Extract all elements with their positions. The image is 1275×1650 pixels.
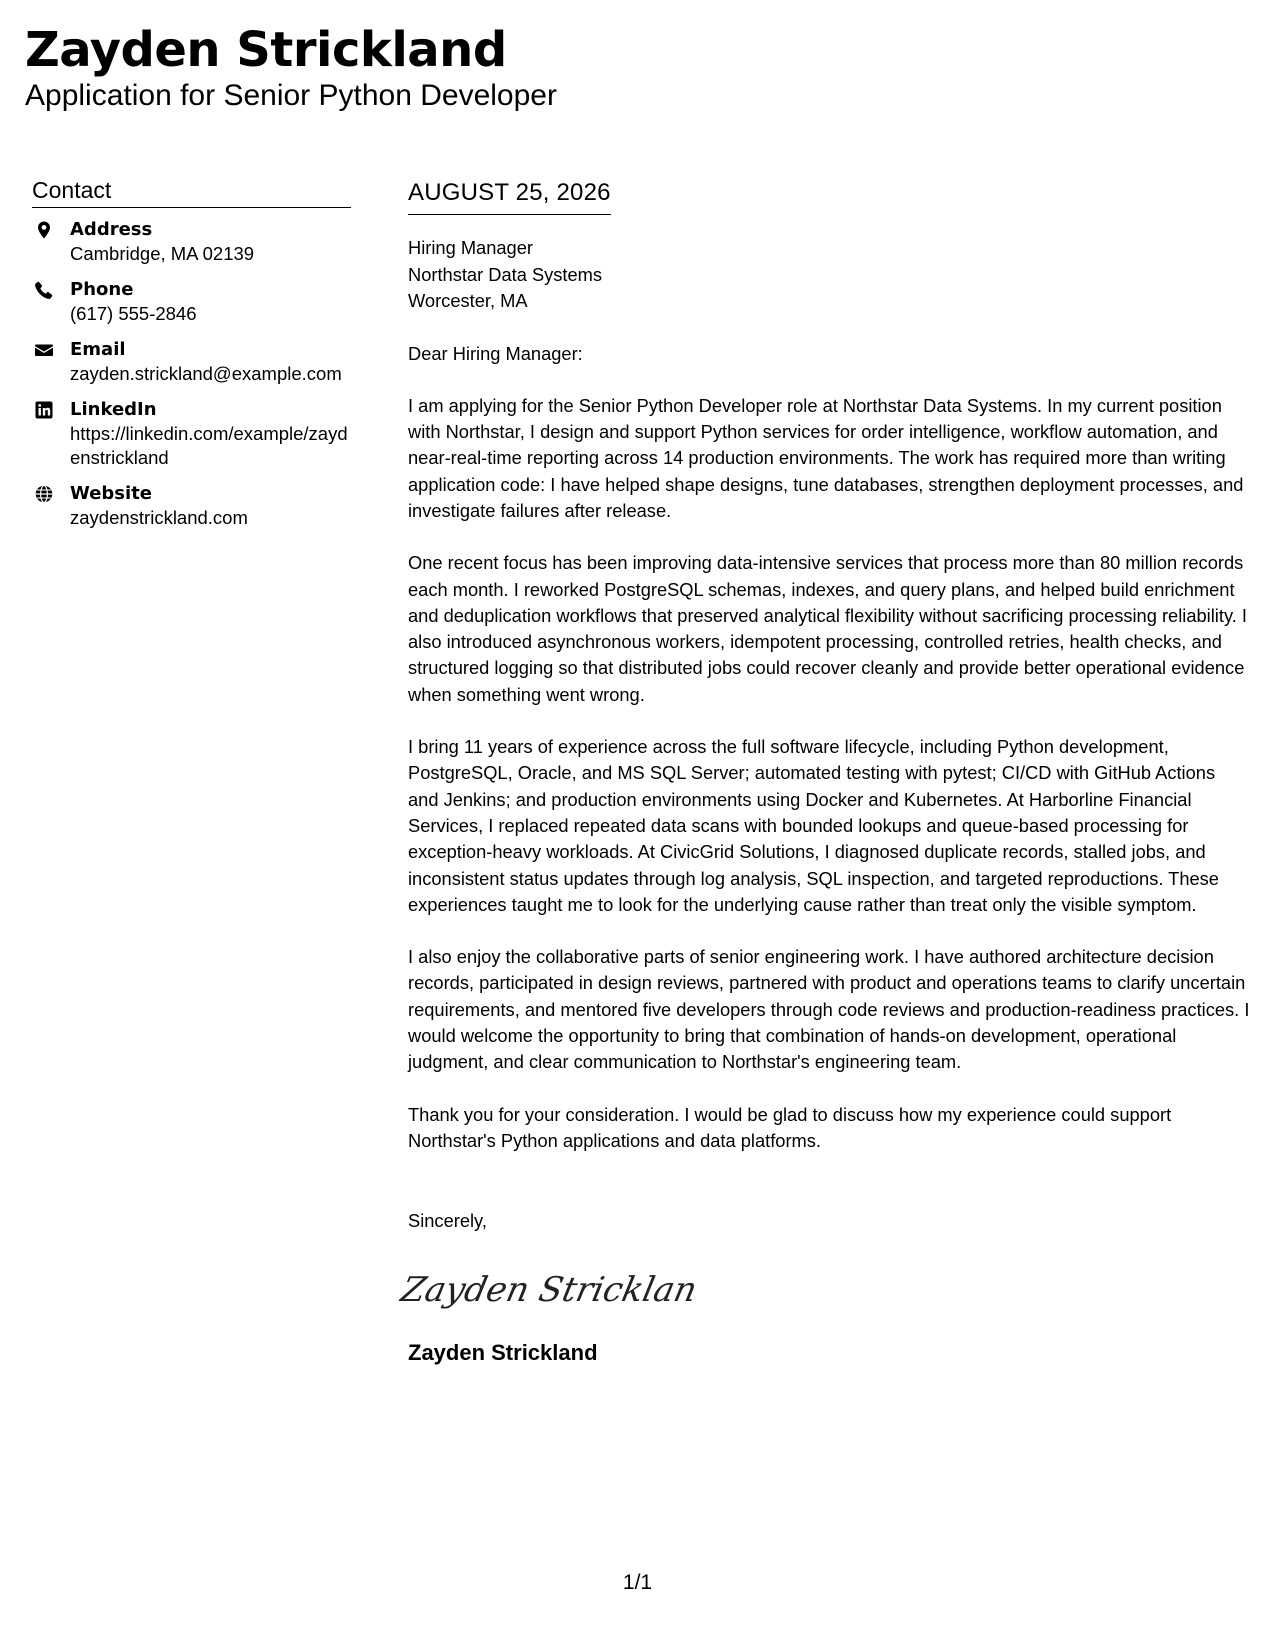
contact-sidebar bbox=[32, 176, 351, 542]
handwritten-signature bbox=[397, 1261, 1250, 1321]
letter-date: AUGUST 25, 2026 bbox=[408, 178, 611, 215]
salutation: Dear Hiring Manager: bbox=[408, 342, 583, 364]
body-paragraph: I am applying for the Senior Python Developer role at Northstar Data Systems. In my current position with Northstar, I design and support Python services for order intelligence, workflow automation, and near-real-time reporting across 14 production environments. The work has required more than writing application code: I have helped shape designs, tune databases, strengthen deployment processes, and investigate failures after release. bbox=[408, 394, 1244, 521]
body-paragraph: I also enjoy the collaborative parts of senior engineering work. I have authored architecture decision records, participated in design reviews, partnered with product and operations teams to clarify uncertain requirements, and mentored five developers through code reviews and production-readiness practices. I would welcome the opportunity to bring that combination of hands-on development, operational judgment, and clear communication to Northstar's engineering team. bbox=[408, 946, 1250, 1073]
signature-text: Zayden Stricklan bbox=[397, 1269, 701, 1310]
website-link[interactable]: zaydenstrickland.com bbox=[70, 507, 248, 528]
body-paragraph: One recent focus has been improving data-intensive services that process more than 80 million records each month. I reworked PostgreSQL schemas, indexes, and query plans, and helped build enrichment and deduplication workflows that preserved analytical flexibility without sacrificing processing reliability. I also introduced asynchronous workers, idempotent processing, controlled retries, health checks, and structured logging so that distributed jobs could recover cleanly and provide better operational evidence when something went wrong. bbox=[408, 552, 1247, 705]
application-subtitle: Application for Senior Python Developer bbox=[25, 79, 557, 112]
contact-label: Email bbox=[70, 339, 126, 360]
contact-item-address bbox=[32, 218, 351, 266]
contact-label: Phone bbox=[70, 279, 134, 300]
email-link[interactable]: zayden.strickland@example.com bbox=[70, 363, 342, 384]
contact-heading: Contact bbox=[32, 176, 351, 208]
body-paragraph: I bring 11 years of experience across the full software lifecycle, including Python development, PostgreSQL, Oracle, and MS SQL Server; automated testing with pytest; CI/CD with GitHub Actions and Jenkins; and production environments using Docker and Kubernetes. At Harborline Financial Services, I replaced repeated data scans with bounded lookups and queue-based processing for exception-heavy workloads. At CivicGrid Solutions, I diagnosed duplicate records, stalled jobs, and inconsistent status updates through log analysis, SQL inspection, and targeted reproductions. These experiences taught me to look for the underlying cause rather than treat only the visible symptom. bbox=[408, 736, 1219, 915]
linkedin-link[interactable]: https://linkedin.com/example/zaydenstrickland bbox=[70, 423, 348, 468]
linkedin-icon bbox=[34, 400, 54, 420]
recipient-block bbox=[408, 235, 1250, 315]
recipient-line: Northstar Data Systems bbox=[408, 263, 603, 285]
contact-value: Cambridge, MA 02139 bbox=[70, 243, 255, 264]
contact-label: LinkedIn bbox=[70, 399, 157, 420]
contact-item-email bbox=[32, 338, 351, 386]
letter-body bbox=[397, 178, 1250, 1367]
contact-item-linkedin bbox=[32, 398, 351, 470]
page-number: 1/1 bbox=[622, 1571, 653, 1594]
contact-label: Address bbox=[70, 219, 153, 240]
contact-item-phone bbox=[32, 278, 351, 326]
signed-name: Zayden Strickland bbox=[408, 1339, 598, 1365]
contact-label: Website bbox=[70, 483, 153, 504]
closing: Sincerely, bbox=[408, 1210, 487, 1232]
applicant-name: Zayden Strickland bbox=[25, 22, 507, 78]
phone-icon bbox=[34, 280, 54, 300]
globe-icon bbox=[34, 484, 54, 504]
recipient-line: Worcester, MA bbox=[408, 290, 528, 311]
recipient-line: Hiring Manager bbox=[408, 237, 533, 258]
envelope-icon bbox=[34, 340, 54, 360]
contact-item-website bbox=[32, 482, 351, 530]
contact-value: (617) 555-2846 bbox=[70, 303, 197, 324]
body-paragraph: Thank you for your consideration. I would be glad to discuss how my experience could support Northstar's Python applications and data platforms. bbox=[408, 1103, 1172, 1151]
letter-header bbox=[25, 22, 557, 114]
map-pin-icon bbox=[34, 220, 54, 240]
